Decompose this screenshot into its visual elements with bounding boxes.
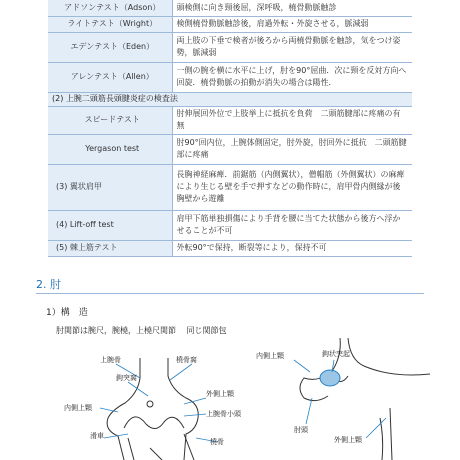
section-header-row: [48, 92, 412, 106]
test-desc: 外転90°で保持，断裂等により，保持不可: [172, 240, 412, 256]
humerus-shaft-right: [168, 358, 198, 460]
section-label: (4) Lift-off test: [48, 210, 172, 240]
subsection-title: 1）構 造: [46, 308, 88, 318]
test-desc: 肩甲下筋単独損傷により手背を腰に当てた状態から後方へ浮かせることが不可: [172, 210, 412, 240]
exam-table: [48, 0, 412, 257]
test-name: アドソンテスト（Adson）: [48, 0, 172, 16]
ulna: [128, 438, 134, 460]
label-medial-epicondyle-r: 内側上顆: [256, 352, 284, 360]
table-row: [48, 134, 412, 164]
label-medial-epicondyle: 内側上顆: [64, 404, 92, 412]
label-olecranon: 肘頭: [294, 426, 308, 434]
label-coronoid-fossa: 鉤突窩: [116, 374, 137, 382]
table-row: [48, 32, 412, 62]
table-row: [48, 16, 412, 32]
test-name: スピードテスト: [48, 106, 172, 134]
test-name: ライトテスト（Wright）: [48, 16, 172, 32]
section-divider: [36, 293, 424, 294]
test-desc: 一側の腕を横に水平に上げ，肘を90°屈曲．次に頸を反対方向へ回旋．橈骨動脈の拍動が消失の場合は陽性．: [172, 62, 412, 92]
test-name: エデンテスト（Eden）: [48, 32, 172, 62]
label-lateral-epicondyle: 外側上顆: [206, 390, 234, 398]
table-row: [48, 62, 412, 92]
elbow-figure: [0, 338, 460, 460]
coronoid-highlight: [320, 370, 340, 386]
section-label: (5) 棘上筋テスト: [48, 240, 172, 256]
label-trochlea: 滑車: [90, 432, 104, 440]
table-row: [48, 210, 412, 240]
table-row: [48, 164, 412, 210]
label-coronoid-process: 鉤状突起: [322, 350, 350, 358]
trochlea: [124, 417, 184, 429]
test-desc: 肘90°回内位，上腕体側固定，肘外旋，肘回外に抵抗 二頭筋腱部に疼痛: [172, 134, 412, 164]
test-name: アレンテスト（Allen）: [48, 62, 172, 92]
section-header: (2) 上腕二頭筋長頭腱炎症の検査法: [48, 92, 412, 106]
label-radius: 橈骨: [210, 438, 224, 446]
label-capitulum: 上腕骨小頭: [206, 410, 241, 418]
test-desc: 肘伸展回外位で上肢挙上に抵抗を負荷 二頭筋腱部に疼痛の有無: [172, 106, 412, 134]
label-radial-fossa: 橈骨窩: [176, 356, 197, 364]
body-text: 肘関節は腕尺，腕橈，上橈尺関節 同じ関節包: [56, 326, 227, 335]
test-desc: 頭検側に向き頸後屈，深呼吸，橈骨動脈触診: [172, 0, 412, 16]
test-desc: 長胸神経麻痺．前鋸筋（内側翼状），僧帽筋（外側翼状）の麻痺により生じる壁を手で押すなどの動作時に，肩甲骨内側縁が後胸壁から遊離: [172, 164, 412, 210]
table-row: [48, 0, 412, 16]
test-name: Yergason test: [48, 134, 172, 164]
label-humerus: 上腕骨: [100, 356, 121, 364]
table-row: [48, 106, 412, 134]
table-row: [48, 240, 412, 256]
section-title: 2. 肘: [36, 278, 61, 291]
test-desc: 両上肢の下垂で検者が後ろから両橈骨動脈を触診，気をつけ姿勢，脈減弱: [172, 32, 412, 62]
label-lateral-epicondyle-r: 外側上顆: [334, 436, 362, 444]
test-desc: 検側橈骨動脈触診後，肩過外転・外旋させる，脈減弱: [172, 16, 412, 32]
section-label: (3) 翼状肩甲: [48, 164, 172, 210]
